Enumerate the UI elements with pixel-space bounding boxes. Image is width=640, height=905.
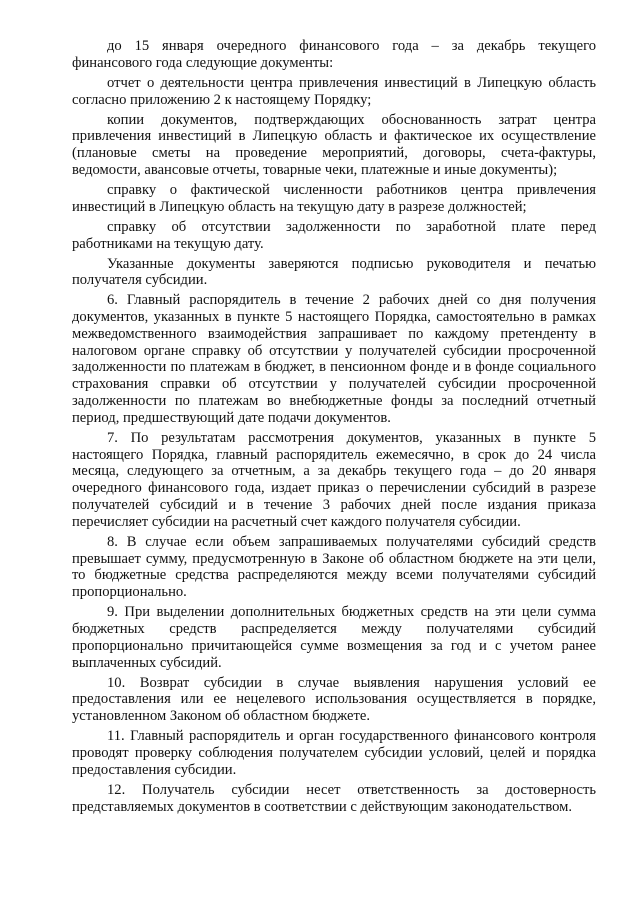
- paragraph-activity-report: отчет о деятельности центра привлечения инвестиций в Липецкую область согласно приложению 2 к настоящему Порядку;: [72, 74, 596, 108]
- paragraph-clause-6: 6. Главный распорядитель в течение 2 рабочих дней со дня получения документов, указанных в пункте 5 настоящего Порядка, самостоятельно в рамках межведомственного взаимодействия запрашивает по каждому претенденту в налоговом органе справку об отсутствии у получателей субсидии просроченной задолженности по платежам в бюджет, в пенсионном фонде и в фонде социального страхования справки об отсутствии у получателей субсидии просроченной задолженности по платежам во внебюджетные фонды за последний отчетный период, предшествующий дате подачи документов.: [72, 292, 596, 426]
- document-page: [72, 38, 596, 819]
- paragraph-clause-12: 12. Получатель субсидии несет ответственность за достоверность представляемых документов в соответствии с действующим законодательством.: [72, 781, 596, 815]
- paragraph-deadline-december: до 15 января очередного финансового года – за декабрь текущего финансового года следующие документы:: [72, 38, 596, 71]
- paragraph-certification: Указанные документы заверяются подписью руководителя и печатью получателя субсидии.: [72, 255, 596, 289]
- paragraph-clause-11: 11. Главный распорядитель и орган государственного финансового контроля проводят проверку соблюдения получателем субсидии условий, целей и порядка предоставления субсидии.: [72, 728, 596, 778]
- paragraph-clause-8: 8. В случае если объем запрашиваемых получателями субсидий средств превышает сумму, предусмотренную в Законе об областном бюджете на эти цели, то бюджетные средства распределяются между всеми получателями субсидий пропорционально.: [72, 533, 596, 601]
- paragraph-clause-10: 10. Возврат субсидии в случае выявления нарушения условий ее предоставления или ее нецелевого использования осуществляется в порядке, установленном Законом об областном бюджете.: [72, 674, 596, 725]
- paragraph-clause-9: 9. При выделении дополнительных бюджетных средств на эти цели сумма бюджетных средств распределяется между получателями субсидий пропорционально причитающейся сумме возмещения за год и с учетом ранее выплаченных субсидий.: [72, 604, 596, 671]
- paragraph-staff-count-certificate: справку о фактической численности работников центра привлечения инвестиций в Липецкую область на текущую дату в разрезе должностей;: [72, 181, 596, 215]
- paragraph-clause-7: 7. По результатам рассмотрения документов, указанных в пункте 5 настоящего Порядка, главный распорядитель ежемесячно, в срок до 24 числа месяца, следующего за отчетным, а за декабрь текущего года – до 20 января очередного финансового года, издает приказ о перечислении субсидий в разрезе получателей субсидий и в течение 3 рабочих дней после издания приказа перечисляет субсидии на расчетный счет каждого получателя субсидии.: [72, 429, 596, 530]
- paragraph-expense-copies: копии документов, подтверждающих обоснованность затрат центра привлечения инвестиций в Липецкую область и фактическое их осуществление (плановые сметы на проведение мероприятий, договоры, счета-фактуры, ведомости, авансовые отчеты, товарные чеки, платежные и иные документы);: [72, 111, 596, 178]
- paragraph-salary-debt-certificate: справку об отсутствии задолженности по заработной плате перед работниками на текущую дату.: [72, 218, 596, 252]
